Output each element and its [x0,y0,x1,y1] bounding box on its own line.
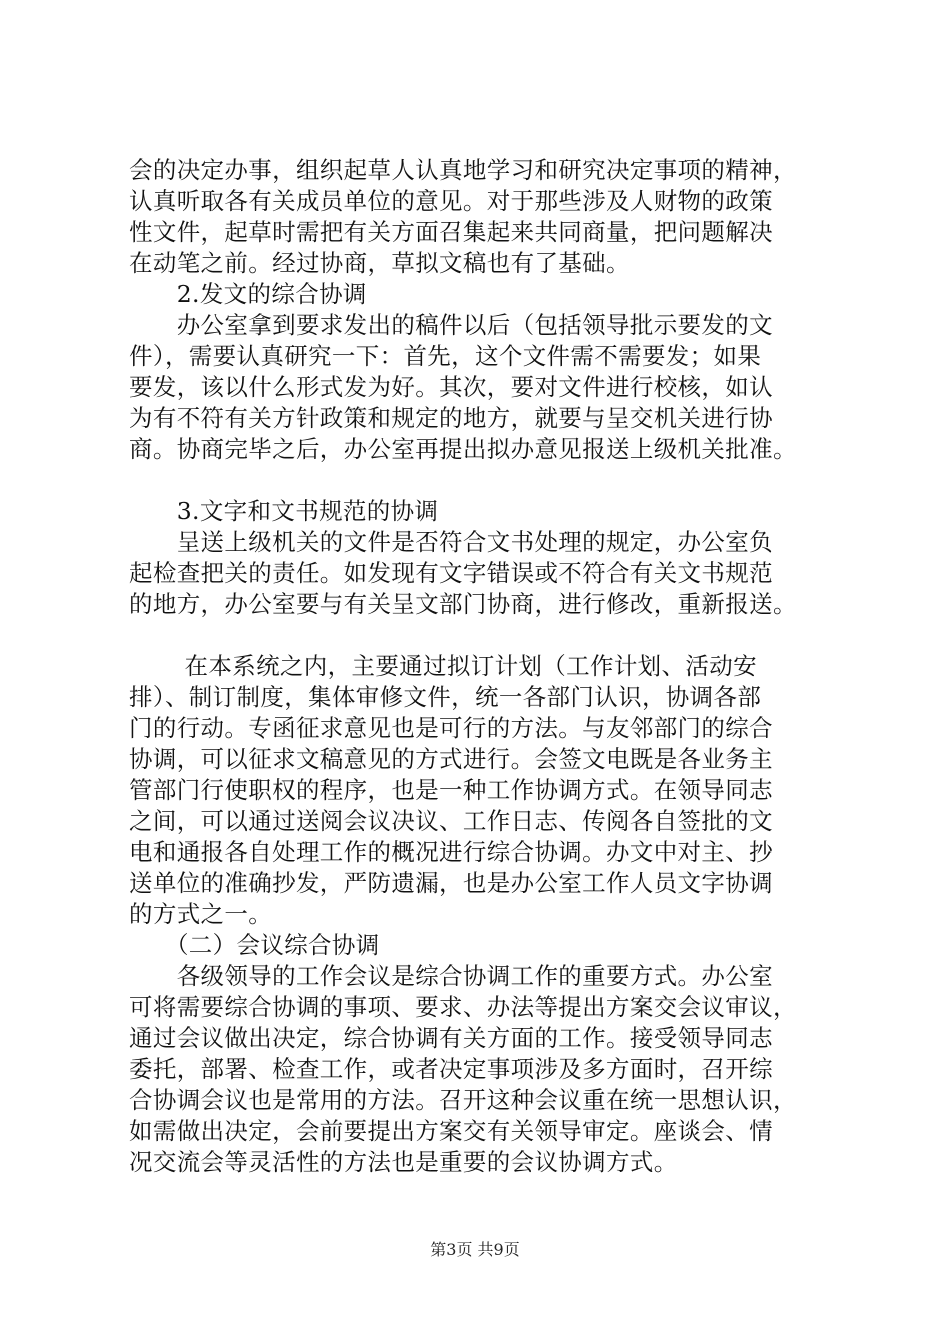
text-line: 的地方，办公室要与有关呈文部门协商，进行修改，重新报送。 [129,590,797,618]
text-line: 在本系统之内，主要通过拟订计划（工作计划、活动安 [129,652,757,680]
text-line: 委托，部署、检查工作，或者决定事项涉及多方面时，召开综 [129,1055,773,1083]
text-line: 之间，可以通过送阅会议决议、工作日志、传阅各自签批的文 [129,807,773,835]
document-body [129,155,841,1178]
text-line: 协调，可以征求文稿意见的方式进行。会签文电既是各业务主 [129,745,773,773]
section-heading: 2.发文的综合协调 [129,280,367,308]
text-line: 起检查把关的责任。如发现有文字错误或不符合有关文书规范 [129,559,773,587]
text-line: 可将需要综合协调的事项、要求、办法等提出方案交会议审议， [129,993,797,1021]
text-line: 电和通报各自处理工作的概况进行综合协调。办文中对主、抄 [129,838,773,866]
text-line: 办公室拿到要求发出的稿件以后（包括领导批示要发的文 [129,311,773,339]
text-line: 门的行动。专函征求意见也是可行的方法。与友邻部门的综合 [129,714,773,742]
page-number-footer: 第3页 共9页 [430,1240,520,1259]
text-line: 为有不符有关方针政策和规定的地方，就要与呈交机关进行协 [129,404,773,432]
text-line: 合协调会议也是常用的方法。召开这种会议重在统一思想认识， [129,1086,797,1114]
text-line: 送单位的准确抄发，严防遗漏，也是办公室工作人员文字协调 [129,869,773,897]
text-line: 呈送上级机关的文件是否符合文书处理的规定，办公室负 [129,528,773,556]
text-line: 在动笔之前。经过协商，草拟文稿也有了基础。 [129,249,630,277]
text-line: 要发，该以什么形式发为好。其次，要对文件进行校核，如认 [129,373,773,401]
text-line: 商。协商完毕之后，办公室再提出拟办意见报送上级机关批准。 [129,435,797,463]
text-line: 排）、制订制度，集体审修文件，统一各部门认识，协调各部 [129,683,762,711]
text-line: 的方式之一。 [129,900,273,928]
text-line: 会的决定办事，组织起草人认真地学习和研究决定事项的精神， [129,156,797,184]
text-line: 性文件，起草时需把有关方面召集起来共同商量，把问题解决 [129,218,773,246]
text-line: 认真听取各有关成员单位的意见。对于那些涉及人财物的政策 [129,187,773,215]
blank-line [129,465,841,496]
text-line: 通过会议做出决定，综合协调有关方面的工作。接受领导同志 [129,1024,773,1052]
text-line: 如需做出决定，会前要提出方案交有关领导审定。座谈会、情 [129,1117,773,1145]
section-heading: 3.文字和文书规范的协调 [129,497,439,525]
text-line: 各级领导的工作会议是综合协调工作的重要方式。办公室 [129,962,773,990]
blank-line [129,620,841,651]
text-line: 件），需要认真研究一下：首先，这个文件需不需要发；如果 [129,342,762,370]
text-line: 况交流会等灵活性的方法也是重要的会议协调方式。 [129,1148,678,1176]
text-line: 管部门行使职权的程序，也是一种工作协调方式。在领导同志 [129,776,773,804]
section-heading: （二）会议综合协调 [129,931,380,959]
